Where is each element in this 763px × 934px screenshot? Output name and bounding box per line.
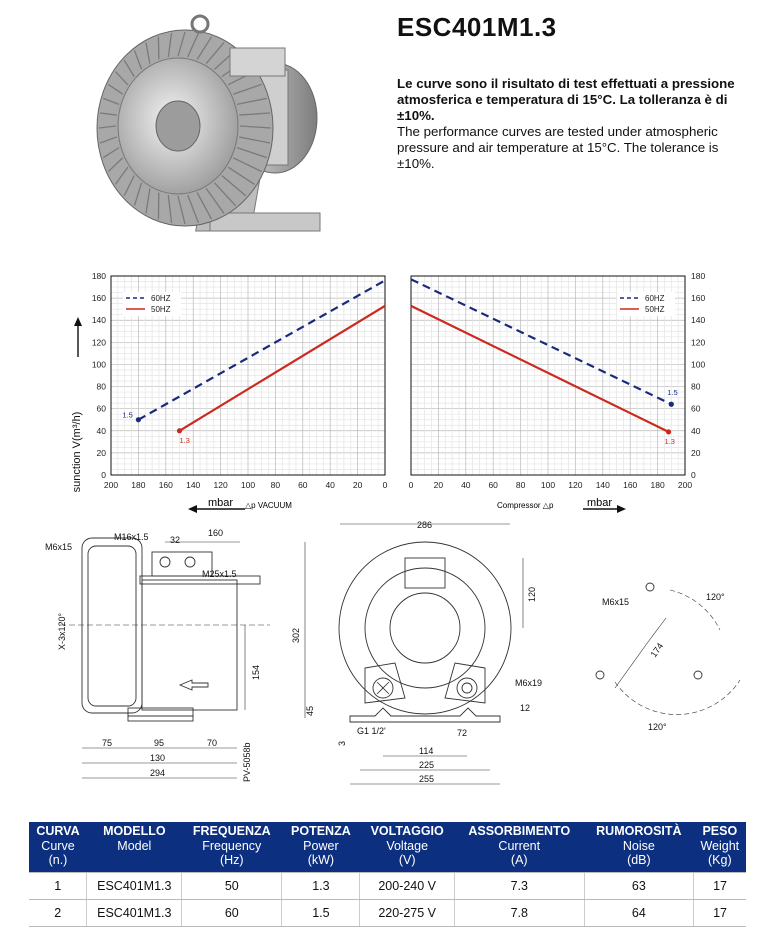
flange-angle-2: 120° xyxy=(648,722,667,732)
series-endpoint xyxy=(177,428,182,433)
table-cell: 60 xyxy=(182,899,282,926)
header-unit: (Hz) xyxy=(219,853,244,867)
y-tick-label: 40 xyxy=(96,425,106,436)
front-d302: 302 xyxy=(291,627,301,643)
y-tick-label: 120 xyxy=(91,337,106,348)
x-tick-label: 160 xyxy=(623,480,638,490)
table-cell: 7.3 xyxy=(454,872,584,899)
front-d255: 255 xyxy=(419,774,435,784)
header-it: VOLTAGGIO xyxy=(370,824,444,838)
side-d95: 95 xyxy=(154,738,165,748)
side-d130: 130 xyxy=(150,753,166,763)
x-tick-label: 180 xyxy=(131,480,146,490)
x-tick-label: 20 xyxy=(352,480,363,490)
header-en: Noise xyxy=(622,838,655,853)
column-header xyxy=(584,822,694,872)
y-tick-label: 0 xyxy=(691,470,696,480)
table-cell: 50 xyxy=(182,872,282,899)
table-cell: 64 xyxy=(584,899,694,926)
series-end-label: 1.3 xyxy=(179,435,190,445)
front-d45: 45 xyxy=(305,705,315,716)
table-cell: 2 xyxy=(29,899,87,926)
front-d72: 72 xyxy=(457,728,468,738)
column-header xyxy=(29,822,87,872)
legend-label: 60HZ xyxy=(151,294,171,303)
x-tick-label: 140 xyxy=(186,480,201,490)
header-it: POTENZA xyxy=(291,824,351,838)
left-axis-label: △p VACUUM xyxy=(245,501,292,510)
legend-label: 50HZ xyxy=(645,305,665,314)
series-end-label: 1.3 xyxy=(664,436,675,446)
vacuum-chart xyxy=(92,271,388,490)
side-d154: 154 xyxy=(251,664,261,680)
x-tick-label: 200 xyxy=(103,480,119,490)
header-en: Frequency xyxy=(202,838,262,853)
specification-table xyxy=(29,822,746,927)
flange-d174: 174 xyxy=(648,641,666,660)
y-axis-title: sunction V(m³/h) xyxy=(71,411,83,493)
x-tick-label: 20 xyxy=(433,480,444,490)
y-tick-label: 80 xyxy=(96,381,106,392)
column-header xyxy=(182,822,282,872)
series-endpoint xyxy=(666,429,671,434)
table-cell: ESC401M1.3 xyxy=(87,899,182,926)
header-en: Power xyxy=(303,838,339,853)
column-header xyxy=(87,822,182,872)
legend-label: 50HZ xyxy=(151,305,171,314)
front-view-drawing xyxy=(291,518,555,798)
right-axis-label: Compressor △p xyxy=(497,501,554,510)
note-italian: Le curve sono il risultato di test effettuati a pressione atmosferica e temperatura di 15°C. La tolleranza è di ±10%. xyxy=(397,76,735,123)
y-tick-label: 180 xyxy=(691,271,706,281)
header-unit: (dB) xyxy=(627,853,651,867)
table-cell: 200-240 V xyxy=(360,872,455,899)
x-tick-label: 180 xyxy=(650,480,665,490)
series-endpoint xyxy=(669,402,674,407)
table-cell: 1.3 xyxy=(282,872,360,899)
legend-label: 60HZ xyxy=(645,294,665,303)
left-unit-label: mbar xyxy=(208,497,234,509)
table-cell: 7.8 xyxy=(454,899,584,926)
x-tick-label: 0 xyxy=(408,480,414,490)
x-tick-label: 60 xyxy=(298,480,308,490)
model-title: ESC401M1.3 xyxy=(397,12,557,42)
y-tick-label: 140 xyxy=(691,315,706,326)
y-tick-label: 0 xyxy=(101,470,106,480)
performance-charts xyxy=(0,262,763,520)
column-header xyxy=(360,822,455,872)
x-tick-label: 100 xyxy=(540,480,556,490)
right-unit-label: mbar xyxy=(587,497,613,509)
compressor-arrowhead xyxy=(617,505,626,513)
x-tick-label: 200 xyxy=(677,480,693,490)
front-d225: 225 xyxy=(419,760,435,770)
x-tick-label: 60 xyxy=(488,480,498,490)
y-tick-label: 20 xyxy=(96,447,106,458)
y-tick-label: 160 xyxy=(691,293,706,304)
front-g-label: G1 1/2' xyxy=(357,726,386,736)
table-cell: 17 xyxy=(694,899,746,926)
y-tick-label: 60 xyxy=(96,403,106,414)
x-tick-label: 100 xyxy=(240,480,256,490)
x-tick-label: 140 xyxy=(595,480,610,490)
header-it: MODELLO xyxy=(103,824,166,838)
side-d75: 75 xyxy=(102,738,113,748)
header-en: Voltage xyxy=(386,838,429,853)
table-cell: 63 xyxy=(584,872,694,899)
y-tick-label: 120 xyxy=(691,337,706,348)
side-angle-label: X-3x120° xyxy=(57,612,67,650)
header-it: ASSORBIMENTO xyxy=(468,824,571,838)
side-m16-label: M16x1.5 xyxy=(114,532,149,542)
table-body xyxy=(29,872,746,926)
x-tick-label: 40 xyxy=(325,480,335,490)
header-unit: (Kg) xyxy=(708,853,732,867)
front-d120: 120 xyxy=(527,586,537,602)
header-en: Weight xyxy=(700,838,740,853)
header-en: Curve xyxy=(41,838,75,853)
front-d286: 286 xyxy=(417,520,433,530)
compressor-chart xyxy=(409,271,706,490)
side-d160: 160 xyxy=(208,528,224,538)
y-tick-label: 100 xyxy=(691,359,706,370)
flange-drawing xyxy=(570,570,750,740)
y-tick-label: 20 xyxy=(691,447,701,458)
header-it: CURVA xyxy=(36,824,80,838)
header-en: Model xyxy=(117,838,152,853)
header-unit: (A) xyxy=(510,853,528,867)
y-tick-label: 140 xyxy=(91,315,106,326)
y-tick-label: 80 xyxy=(691,381,701,392)
front-d114: 114 xyxy=(419,746,434,756)
table-cell: 17 xyxy=(694,872,746,899)
flange-m6-label: M6x15 xyxy=(602,597,630,607)
x-tick-label: 120 xyxy=(568,480,583,490)
header-it: FREQUENZA xyxy=(192,824,271,838)
table-cell: 1.5 xyxy=(282,899,360,926)
column-header xyxy=(282,822,360,872)
vacuum-arrowhead xyxy=(188,505,197,513)
x-tick-label: 0 xyxy=(382,480,388,490)
header-unit: (n.) xyxy=(48,853,68,867)
table-cell: 1 xyxy=(29,872,87,899)
x-tick-label: 80 xyxy=(515,480,526,490)
flange-angle-1: 120° xyxy=(706,592,725,602)
header-unit: (kW) xyxy=(307,853,335,867)
series-end-label: 1.5 xyxy=(667,388,678,398)
y-tick-label: 60 xyxy=(691,403,701,414)
series-endpoint xyxy=(136,417,141,422)
y-tick-label: 100 xyxy=(91,359,106,370)
side-view-drawing xyxy=(40,520,280,800)
header-en: Current xyxy=(498,838,541,853)
x-tick-label: 120 xyxy=(213,480,228,490)
front-d3: 3 xyxy=(337,740,347,746)
table-header-row xyxy=(29,822,746,872)
header-it: PESO xyxy=(702,824,738,838)
y-tick-label: 180 xyxy=(91,271,106,281)
x-tick-label: 80 xyxy=(270,480,281,490)
x-tick-label: 40 xyxy=(461,480,471,490)
side-d294: 294 xyxy=(150,768,166,778)
header-it: RUMOROSITÀ xyxy=(596,824,682,838)
header-unit: (V) xyxy=(398,853,416,867)
side-d32: 32 xyxy=(170,535,181,545)
table-cell: ESC401M1.3 xyxy=(87,872,182,899)
y-tick-label: 40 xyxy=(691,425,701,436)
side-m25-label: M25x1.5 xyxy=(202,569,237,579)
note-english: The performance curves are tested under atmospheric pressure and air temperature at 15°C. The tolerance is ±10%. xyxy=(397,124,719,171)
table-cell: 220-275 V xyxy=(360,899,455,926)
y-axis-arrowhead xyxy=(74,317,82,326)
side-code-label: PV-5058b xyxy=(242,742,252,782)
side-m6-label: M6x15 xyxy=(45,542,73,552)
front-m6x19: M6x19 xyxy=(515,678,543,688)
front-d12: 12 xyxy=(520,703,531,713)
series-end-label: 1.5 xyxy=(122,410,133,420)
column-header xyxy=(694,822,746,872)
table-row xyxy=(29,872,746,899)
y-tick-label: 160 xyxy=(91,293,106,304)
blower-product-image xyxy=(90,8,330,258)
side-d70: 70 xyxy=(207,738,218,748)
x-tick-label: 160 xyxy=(158,480,173,490)
table-row xyxy=(29,899,746,926)
column-header xyxy=(454,822,584,872)
test-conditions-note xyxy=(397,76,747,172)
